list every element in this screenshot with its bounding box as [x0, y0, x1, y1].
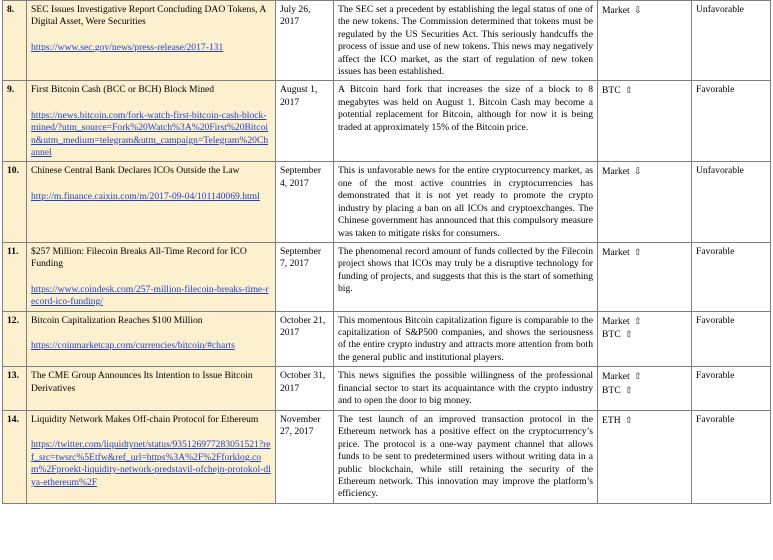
event-cell	[27, 367, 276, 411]
impact-cell	[598, 1, 692, 81]
impact-label: Market	[602, 5, 630, 16]
up-arrow-icon: ⇧	[625, 328, 633, 339]
impact-label: BTC	[602, 85, 621, 97]
news-impact-table	[2, 0, 771, 504]
impact-item	[602, 414, 687, 427]
source-link[interactable]: https://twitter.com/liquidtynet/status/935126977283051521?ref_src=twsrc%5Etfw&ref_url=https%3A%2F%2Fforklog.com%2Fproekt-liquidity-network-predstavil-ofchejn-protokol-dlya-ethereum%2F	[31, 439, 271, 488]
event-cell	[27, 162, 276, 242]
row-number: 12.	[3, 311, 27, 367]
impact-item	[602, 384, 687, 397]
event-cell	[27, 311, 276, 367]
event-cell	[27, 81, 276, 162]
outcome: Favorable	[692, 81, 771, 162]
impact-label: Market	[602, 166, 630, 178]
event-title: Bitcoin Capitalization Reaches $100 Million	[31, 314, 203, 326]
row-number: 10.	[3, 162, 27, 242]
table-row	[3, 162, 771, 242]
outcome: Favorable	[692, 367, 771, 411]
event-title: Liquidity Network Makes Off-chain Protocol for Ethereum	[31, 413, 259, 425]
table-row	[3, 367, 771, 411]
row-number: 8.	[3, 1, 27, 81]
event-title: First Bitcoin Cash (BCC or BCH) Block Mined	[31, 84, 215, 96]
impact-item	[602, 315, 687, 328]
down-arrow-icon: ⇩	[634, 5, 642, 15]
source-link[interactable]: https://www.coindesk.com/257-million-filecoin-breaks-time-record-ico-funding/	[31, 283, 269, 308]
up-arrow-icon: ⇧	[634, 371, 642, 382]
event-cell	[27, 1, 276, 81]
row-number: 11.	[3, 242, 27, 311]
outcome: Unfavorable	[692, 162, 771, 242]
outcome: Favorable	[692, 311, 771, 367]
impact-label: Market	[602, 315, 630, 327]
impact-item	[602, 84, 687, 97]
row-number: 9.	[3, 81, 27, 162]
event-description: The SEC set a precedent by establishing the legal status of one of the new tokens. The Commission determined that tokens must be regulated by the US Securities Act. This seriously handcuffs the process of issue and use of new tokens. This news may negatively affect the ICO market, as the start of regulation of new token issues has been established.	[334, 1, 598, 81]
impact-label: ETH	[602, 414, 621, 426]
table-row	[3, 242, 771, 311]
impact-label: Market	[602, 246, 630, 258]
up-arrow-icon: ⇧	[625, 384, 633, 395]
outcome: Favorable	[692, 242, 771, 311]
impact-cell	[598, 367, 692, 411]
event-description: This is unfavorable news for the entire cryptocurrency market, as one of the most active countries in cryptocurrencies has demonstrated that it is not yet ready to promote the crypto industry by placing a ban on all ICOs and cryptoexchanges. The Chinese government has announced that this compulsory measure was taken to mitigate risks for consumers.	[334, 162, 598, 242]
event-date: August 1, 2017	[276, 81, 334, 162]
impact-item	[602, 328, 687, 341]
row-number: 13.	[3, 367, 27, 411]
table-row	[3, 311, 771, 367]
event-description: The test launch of an improved transaction protocol in the Ethereum network has a positive effect on the cryptocurrency’s price. The protocol is a one-way payment channel that allows funds to be sent to predetermined users without writing data in a public blockchain, while still retaining the security of the Ethereum network. This innovation may improve the platform’s efficiency.	[334, 410, 598, 503]
up-arrow-icon: ⇧	[634, 246, 642, 257]
up-arrow-icon: ⇧	[625, 414, 633, 425]
outcome: Unfavorable	[692, 1, 771, 81]
event-description: This momentous Bitcoin capitalization figure is comparable to the capitalization of S&P500 companies, and shows the seriousness of the entire crypto industry and attracts more attention from both the general public and institutional players.	[334, 311, 598, 367]
impact-cell	[598, 410, 692, 503]
event-title: Chinese Central Bank Declares ICOs Outside the Law	[31, 165, 240, 177]
event-date: October 21, 2017	[276, 311, 334, 367]
event-title: SEC Issues Investigative Report Concluding DAO Tokens, A Digital Asset, Were Securities	[31, 4, 266, 28]
impact-item	[602, 246, 687, 259]
impact-cell	[598, 311, 692, 367]
source-link[interactable]: https://news.bitcoin.com/fork-watch-first-bitcoin-cash-block-mined/?utm_source=Fork%20Watch%3A%20First%20Bitcoin&utm_medium=telegram&utm_campaign=Telegram%20Channel	[31, 109, 269, 159]
event-description: The phenomenal record amount of funds collected by the Filecoin project shows that ICOs may truly be a disruptive technology for funding of projects, and suggests that this is the start of something big.	[334, 242, 598, 311]
impact-label: BTC	[602, 328, 621, 340]
event-description: This news signifies the possible willingness of the professional financial sector to start its acquaintance with the crypto industry and to open the door to big money.	[334, 367, 598, 411]
outcome: Favorable	[692, 410, 771, 503]
impact-cell	[598, 162, 692, 242]
down-arrow-icon: ⇩	[634, 166, 642, 177]
source-link[interactable]: https://www.sec.gov/news/press-release/2017-131	[31, 41, 224, 53]
impact-cell	[598, 242, 692, 311]
impact-label: BTC	[602, 384, 621, 396]
event-date: October 31, 2017	[276, 367, 334, 411]
event-cell	[27, 410, 276, 503]
up-arrow-icon: ⇧	[634, 315, 642, 326]
impact-item	[602, 370, 687, 383]
event-date: November 27, 2017	[276, 410, 334, 503]
event-date: September 7, 2017	[276, 242, 334, 311]
table-row	[3, 1, 771, 81]
row-number: 14.	[3, 410, 27, 503]
source-link[interactable]: http://m.finance.caixin.com/m/2017-09-04/101140069.html	[31, 190, 260, 202]
impact-item	[602, 4, 687, 17]
impact-label: Market	[602, 371, 630, 383]
impact-cell	[598, 81, 692, 162]
event-title: $257 Million: Filecoin Breaks All-Time Record for ICO Funding	[31, 245, 247, 270]
event-date: July 26, 2017	[276, 1, 334, 81]
table-row	[3, 410, 771, 503]
event-date: September 4, 2017	[276, 162, 334, 242]
impact-item	[602, 165, 687, 178]
table-row	[3, 81, 771, 162]
up-arrow-icon: ⇧	[625, 85, 633, 96]
event-description: A Bitcoin hard fork that increases the size of a block to 8 megabytes was held on August 1. Bitcoin Cash may become a potential replacement for Bitcoin, although for now it is being traded at approximately 15% of the Bitcoin price.	[334, 81, 598, 162]
source-link[interactable]: https://coinmarketcap.com/currencies/bitcoin/#charts	[31, 339, 235, 351]
event-cell	[27, 242, 276, 311]
event-title: The CME Group Announces Its Intention to Issue Bitcoin Derivatives	[31, 370, 253, 394]
